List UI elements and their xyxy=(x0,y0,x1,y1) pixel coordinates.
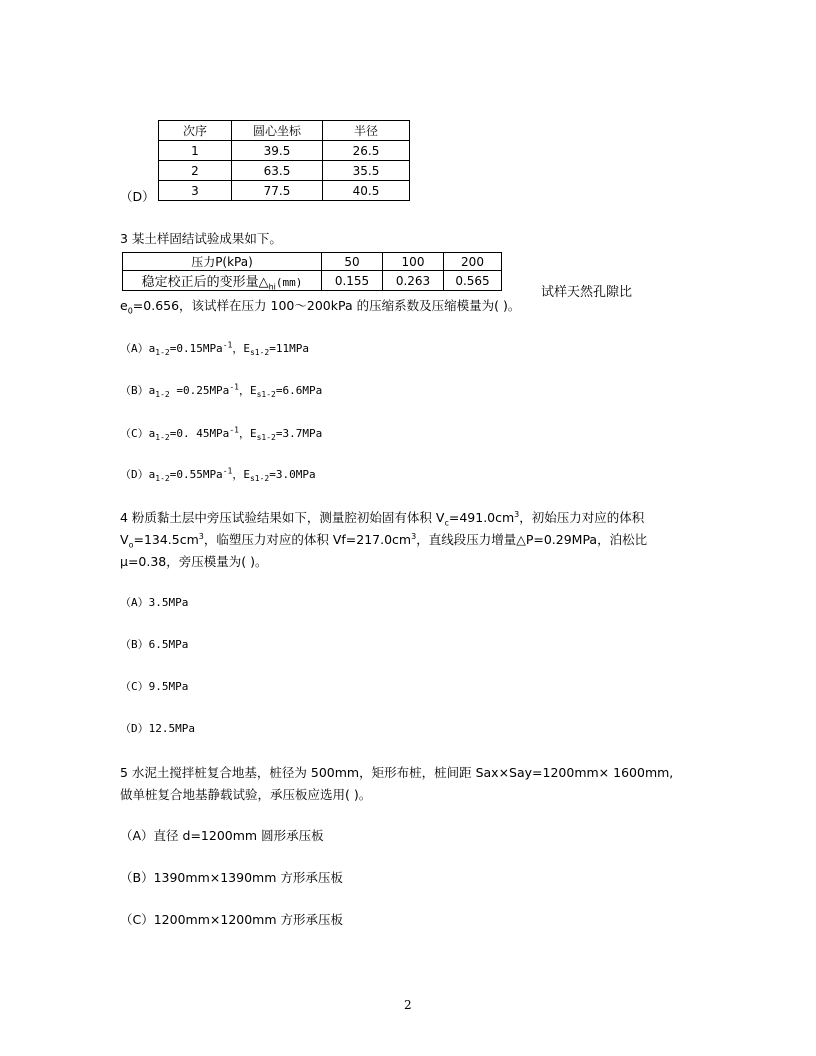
table-cell: 39.5 xyxy=(232,141,323,161)
table-header: 次序 xyxy=(159,121,232,141)
q5-line1: 5 水泥土搅拌桩复合地基，桩径为 500mm，矩形布桩，桩间距 Sax×Say=1200mm× 1600mm, xyxy=(120,765,674,780)
q4-option-c: （C）9.5MPa xyxy=(120,680,189,693)
q4-text: 4 粉质黏土层中旁压试验结果如下，测量腔初始固有体积 V xyxy=(120,510,445,525)
option-label: （C） xyxy=(120,427,149,440)
table-cell: 26.5 xyxy=(323,141,410,161)
option-mid: ，E xyxy=(232,468,250,481)
option-val2: =3.0MPa xyxy=(269,468,316,481)
q5-option-c: （C）1200mm×1200mm 方形承压板 xyxy=(120,912,344,927)
consolidation-table xyxy=(122,252,502,291)
q3-e: e xyxy=(120,298,128,313)
q4-line2 xyxy=(120,530,647,548)
option-e-sub: s1-2 xyxy=(249,474,270,484)
option-mid: ，E xyxy=(238,427,257,440)
option-a-sub: 1-2 xyxy=(155,348,170,358)
table-cell: 0.263 xyxy=(383,271,444,291)
option-val1: =0.55MPa xyxy=(169,468,223,481)
page-number: 2 xyxy=(404,998,412,1012)
option-a-sub: 1-2 xyxy=(155,474,170,484)
q3-trail-text: 试样天然孔隙比 xyxy=(541,285,633,300)
q4-option-a: （A）3.5MPa xyxy=(120,596,189,609)
option-e-sub: s1-2 xyxy=(249,348,270,358)
table-cell: 1 xyxy=(159,141,232,161)
table-header: 半径 xyxy=(323,121,410,141)
deformation-label: 稳定校正后的变形量△ xyxy=(141,275,269,290)
option-val2: =3.7MPa xyxy=(275,427,323,440)
option-sup: -1 xyxy=(229,382,239,392)
table-cell: 50 xyxy=(322,253,383,271)
option-a: a xyxy=(148,427,156,440)
option-val1: =0. 45MPa xyxy=(169,427,230,440)
q3-option-d xyxy=(120,466,316,482)
q4-sub: c xyxy=(444,518,449,528)
q5-option-b: （B）1390mm×1390mm 方形承压板 xyxy=(120,870,343,885)
table-cell: 2 xyxy=(159,161,232,181)
option-sup: -1 xyxy=(222,340,233,350)
q4-option-d: （D）12.5MPa xyxy=(120,722,195,735)
option-e-sub: s1-2 xyxy=(256,390,276,400)
option-a: a xyxy=(148,342,156,355)
table-cell: 63.5 xyxy=(232,161,323,181)
deformation-sub: hi xyxy=(268,282,276,292)
q4-sup: 3 xyxy=(411,531,417,541)
table-cell: 35.5 xyxy=(323,161,410,181)
q4-sub: o xyxy=(128,540,134,550)
table-cell: 77.5 xyxy=(232,181,323,201)
option-label: （D） xyxy=(120,468,149,481)
option-val1: =0.25MPa xyxy=(169,384,230,397)
option-val1: =0.15MPa xyxy=(169,342,223,355)
option-label: （A） xyxy=(120,342,149,355)
q4-line3: μ=0.38，旁压模量为( )。 xyxy=(120,554,268,569)
table-header: 圆心坐标 xyxy=(232,121,323,141)
option-mid: ，E xyxy=(232,342,250,355)
q4-text: =134.5cm xyxy=(133,532,199,547)
q5-line2: 做单桩复合地基静载试验，承压板应选用( )。 xyxy=(120,787,372,802)
option-e-sub: s1-2 xyxy=(256,433,276,443)
table-cell: 0.155 xyxy=(322,271,383,291)
deformation-unit: (mm) xyxy=(275,276,303,289)
q3-option-b xyxy=(120,382,322,398)
table-cell: 0.565 xyxy=(444,271,502,291)
option-a: a xyxy=(148,384,156,397)
table-cell: 100 xyxy=(383,253,444,271)
q3-option-a xyxy=(120,340,309,356)
circle-table xyxy=(158,120,410,201)
q5-option-a: （A）直径 d=1200mm 圆形承压板 xyxy=(120,828,324,843)
q4-text: ，直线段压力增量△P=0.29MPa，泊松比 xyxy=(416,532,648,547)
option-a-sub: 1-2 xyxy=(155,390,170,400)
q4-line1 xyxy=(120,508,644,526)
option-val2: =11MPa xyxy=(269,342,309,355)
table-cell: 200 xyxy=(444,253,502,271)
q4-option-b: （B）6.5MPa xyxy=(120,638,189,651)
q4-sup: 3 xyxy=(514,509,520,519)
table-cell: 3 xyxy=(159,181,232,201)
option-sup: -1 xyxy=(222,466,233,476)
option-mid: ，E xyxy=(238,384,257,397)
q3-line2 xyxy=(120,296,520,314)
q4-text: V xyxy=(120,532,129,547)
option-label: （B） xyxy=(120,384,149,397)
option-a: a xyxy=(148,468,156,481)
q3-option-c xyxy=(120,425,322,441)
option-d-label: （D） xyxy=(120,189,155,204)
table-cell: 40.5 xyxy=(323,181,410,201)
q4-sup: 3 xyxy=(198,531,204,541)
q4-text: =491.0cm xyxy=(448,510,515,525)
q4-text: ，临塑压力对应的体积 Vf=217.0cm xyxy=(203,532,412,547)
option-sup: -1 xyxy=(229,425,239,435)
table-cell xyxy=(123,271,322,291)
q3-line2-text: =0.656，该试样在压力 100～200kPa 的压缩系数及压缩模量为( )。 xyxy=(132,298,521,313)
option-val2: =6.6MPa xyxy=(275,384,323,397)
q3-intro: 3 某土样固结试验成果如下。 xyxy=(120,231,282,246)
q4-text: ，初始压力对应的体积 xyxy=(519,510,645,525)
q3-e-sub: 0 xyxy=(127,306,133,316)
option-a-sub: 1-2 xyxy=(155,433,170,443)
table-cell: 压力P(kPa) xyxy=(123,253,322,271)
